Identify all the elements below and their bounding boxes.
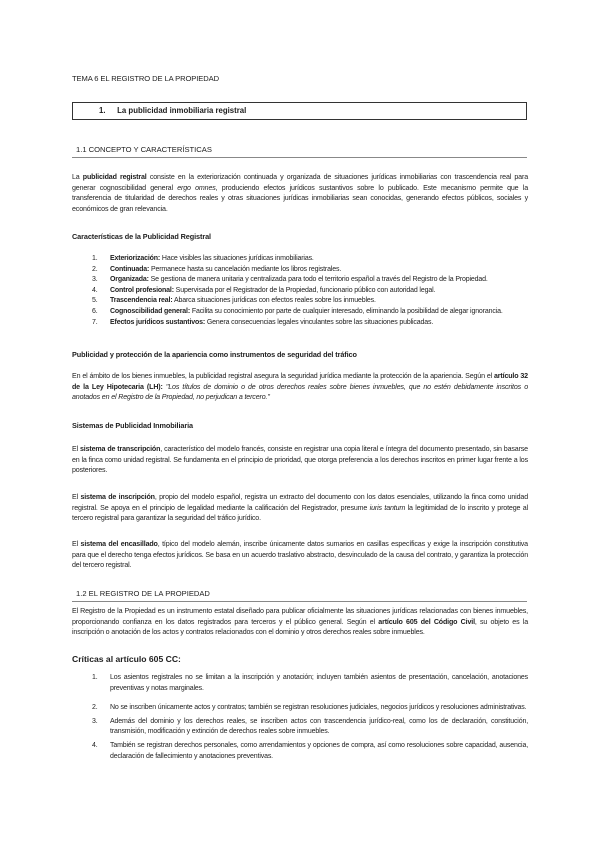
characteristics-list	[92, 254, 528, 328]
paragraph-text: El	[72, 493, 81, 501]
list-term: Continuada:	[110, 265, 150, 273]
list-number: 4.	[92, 286, 98, 294]
list-text: Hace visibles las situaciones jurídicas inmobiliarias.	[160, 255, 314, 262]
paragraph-term: sistema del encasillado	[80, 540, 158, 548]
list-text: Abarca situaciones jurídicas con efectos reales sobre los inmuebles.	[172, 297, 376, 305]
list-number: 1.	[92, 255, 98, 262]
list-number: 2.	[92, 265, 98, 273]
paragraph-text: El Registro de la Propiedad es un instrumento estatal diseñado para publicar oficialmente las situaciones jurídicas relacionadas con bienes inmuebles, proporcionando confianza en los datos registrados para terceros y el público general. Según el	[72, 607, 528, 626]
encasillado-paragraph	[72, 539, 528, 571]
list-number: 5.	[92, 297, 98, 305]
list-item	[92, 265, 528, 276]
list-text: Facilita su conocimiento por parte de cualquier interesado, eliminando la posibilidad de alegar ignorancia.	[190, 307, 503, 315]
article-reference: artículo 605 del Código Civil	[378, 617, 475, 626]
list-text: No se inscriben únicamente actos y contratos; también se registran resoluciones judiciales, negocios jurídicos y resoluciones administrativas.	[110, 704, 527, 712]
section-title: La publicidad inmobiliaria registral	[117, 106, 247, 115]
document-header: TEMA 6 EL REGISTRO DE LA PROPIEDAD	[72, 74, 219, 83]
list-term: Trascendencia real:	[110, 297, 173, 305]
list-term: Efectos jurídicos sustantivos:	[110, 318, 206, 326]
list-item	[92, 318, 528, 329]
paragraph-term: sistema de inscripción	[80, 493, 155, 501]
paragraph-text: , su objeto es la inscripción o anotación de los actos y contratos relacionados con el dominio y otros derechos reales sobre inmuebles.	[72, 617, 528, 637]
article-reference: artículo 32 de la Ley Hipotecaria (LH):	[72, 372, 528, 391]
intro-term: publicidad registral	[82, 173, 147, 181]
intro-italic: ergo omnes	[177, 183, 216, 192]
list-item	[92, 741, 528, 762]
section-number: 1.	[99, 106, 106, 115]
list-term: Exteriorización:	[110, 255, 161, 262]
list-text: Se gestiona de manera unitaria y centralizada para todo el territorio español a través del Registro de la Propiedad.	[148, 276, 488, 284]
intro-text: La	[72, 173, 83, 181]
characteristics-heading: Características de la Publicidad Registral	[72, 232, 211, 241]
list-item	[92, 673, 528, 694]
list-number: 1.	[92, 674, 98, 681]
list-number: 2.	[92, 704, 98, 712]
paragraph-text: , típico del modelo alemán, inscribe únicamente datos sumarios en casillas específicas y exige la inscripción constitutiva para que el derecho tenga efectos jurídicos. Se basa en un acuerdo traslativo abstracto, desvinculado de la causa del contrato, y garantiza la protección del tercero registral.	[72, 540, 528, 570]
paragraph-text: , propio del modelo español, registra un extracto del documento con los datos esenciales, utilizando la finca como unidad registral. Se apoya en el principio de legalidad mediante la calificación del Registrador, presume	[72, 493, 528, 512]
paragraph-term: sistema de transcripción	[79, 445, 161, 453]
transcription-paragraph	[72, 444, 528, 476]
intro-paragraph	[72, 172, 528, 215]
section-title-box	[72, 102, 527, 120]
paragraph-text: El	[72, 540, 81, 548]
list-item	[92, 296, 528, 307]
list-number: 4.	[92, 741, 98, 749]
list-text: Supervisada por el Registrador de la Propiedad, funcionario público con autoridad legal.	[173, 286, 436, 294]
list-term: Control profesional:	[110, 286, 174, 294]
list-item	[92, 275, 528, 286]
list-number: 3.	[92, 717, 98, 725]
list-term: Cognoscibilidad general:	[110, 307, 191, 315]
paragraph-text: El	[72, 445, 80, 453]
list-item	[92, 703, 528, 714]
criticism-list	[92, 673, 528, 762]
list-item	[92, 307, 528, 318]
list-item	[92, 254, 528, 265]
intro-text: , produciendo efectos jurídicos sustantivos sobre lo publicado. Este mecanismo permite que la transferencia de titularidad de derechos reales y otras situaciones jurídicas inmobiliarias sean conocidas, generando efectos públicos, sociales y económicos de gran relevancia.	[72, 183, 529, 214]
paragraph-text: la legitimidad de lo inscrito y protege al tercero registral para garantizar la seguridad del tráfico jurídico.	[72, 503, 528, 523]
systems-heading: Sistemas de Publicidad Inmobiliaria	[72, 421, 193, 430]
paragraph-text: En el ámbito de los bienes inmuebles, la publicidad registral asegura la seguridad jurídica mediante la protección de la apariencia. Según el	[72, 372, 495, 380]
list-number: 3.	[92, 276, 98, 284]
article-quote: "Los títulos de dominio o de otros derechos reales sobre bienes inmuebles, que no estén debidamente inscritos o anotados en el Registro de la Propiedad, no perjudican a tercero."	[72, 382, 528, 402]
subsection-heading-1-1: 1.1 CONCEPTO Y CARACTERÍSTICAS	[72, 142, 527, 158]
subsection-heading-1-2: 1.2 EL REGISTRO DE LA PROPIEDAD	[72, 586, 527, 602]
list-item	[92, 286, 528, 297]
registry-paragraph	[72, 606, 528, 638]
list-term: Organizada:	[110, 276, 149, 284]
criticism-heading: Críticas al artículo 605 CC:	[72, 654, 181, 664]
inscription-paragraph	[72, 492, 528, 524]
list-text: Los asientos registrales no se limitan a la inscripción y anotación; incluyen también asientos de presentación, cancelación, anotaciones preventivas y notas marginales.	[110, 674, 528, 692]
list-text: Además del dominio y los derechos reales, se inscriben actos con trascendencia jurídico-real, como los de declaración, constitución, transmisión, modificación y extinción de derechos reales sobre inmuebles.	[110, 717, 528, 736]
list-text: También se registran derechos personales, como arrendamientos y opciones de compra, así como resoluciones sobre capacidad, ausencia, declaración de fallecimiento y anotaciones preventivas.	[110, 741, 528, 760]
list-number: 7.	[92, 318, 98, 326]
list-item	[92, 717, 528, 738]
list-text: Permanece hasta su cancelación mediante los libros registrales.	[149, 265, 342, 273]
list-text: Genera consecuencias legales vinculantes sobre las situaciones publicadas.	[205, 318, 434, 326]
paragraph-italic: iuris tantum	[369, 503, 406, 512]
intro-text: consiste en la exteriorización continuada y organizada de situaciones jurídicas inmobiliarias con trascendencia real para generar cognoscibilidad general	[72, 173, 528, 192]
paragraph-text: , característico del modelo francés, consiste en registrar una copia literal e íntegra del documento presentado, sin basarse en la finca como unidad registral. Se fundamenta en el principio de prioridad, que otorga preferencia a los derechos inscritos en primer lugar frente a los posteriores.	[72, 445, 528, 475]
list-number: 6.	[92, 307, 98, 315]
protection-paragraph	[72, 371, 528, 403]
protection-heading: Publicidad y protección de la apariencia como instrumentos de seguridad del tráfico	[72, 350, 357, 359]
